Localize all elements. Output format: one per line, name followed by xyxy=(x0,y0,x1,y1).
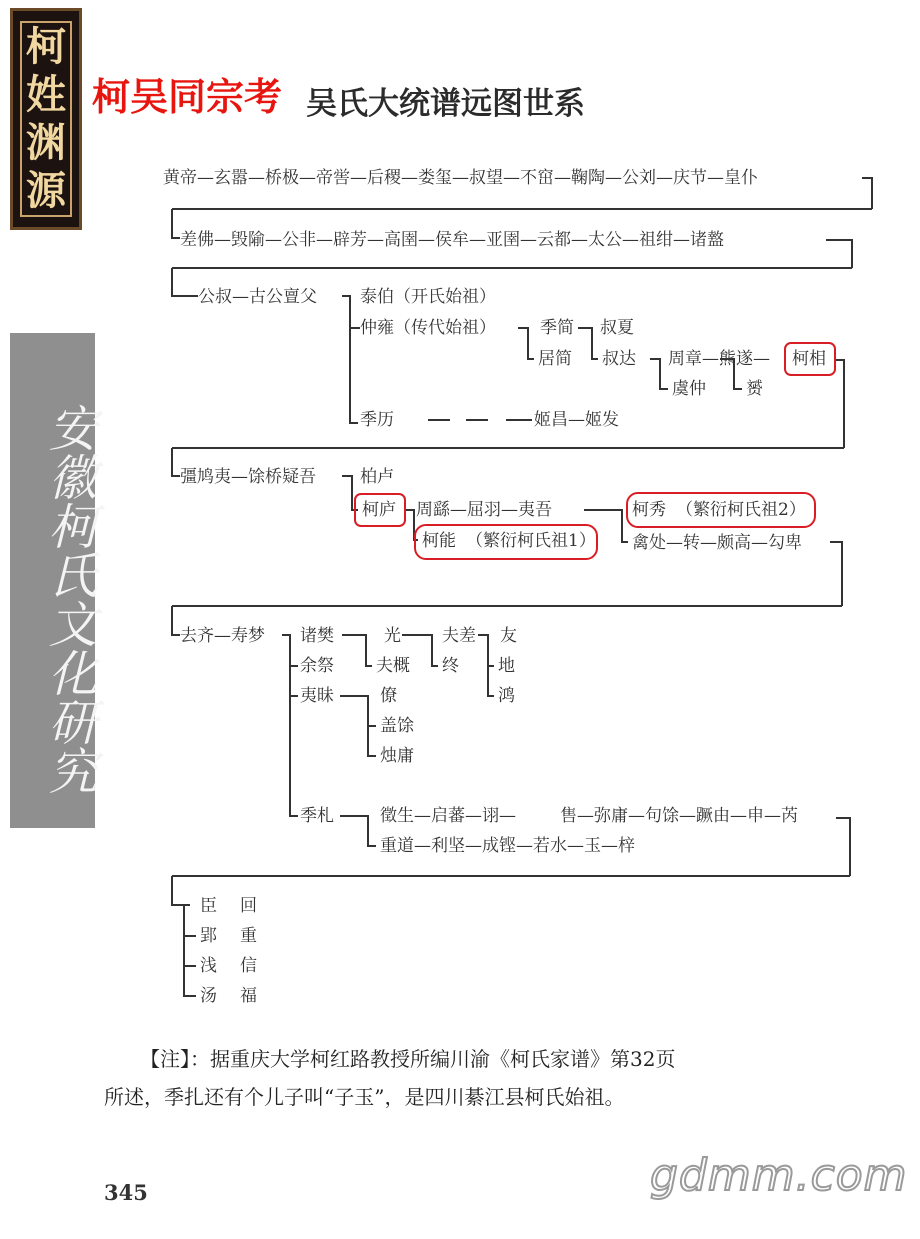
tree-node: 郢 xyxy=(200,926,217,946)
side-band-text: 安徽柯氏文化研究 xyxy=(41,403,98,795)
tree-node-ke: 柯能 xyxy=(422,531,456,551)
highlight-ring xyxy=(784,342,836,376)
tree-node: 烛庸 xyxy=(380,746,414,766)
tree-node: 居简 xyxy=(538,349,572,369)
tree-node: 姬昌—姬发 xyxy=(534,410,619,430)
tree-node: 诸樊 xyxy=(300,626,334,646)
title-red: 柯吴同宗考 xyxy=(92,75,283,119)
page-number: 345 xyxy=(104,1180,148,1205)
tree-node: 夫差 xyxy=(442,626,476,646)
tree-node: 泰伯（开氏始祖） xyxy=(360,287,496,307)
tree-node: 重道—利坚—成铿—若水—玉—梓 xyxy=(380,836,635,856)
tree-node-ke: 柯秀 xyxy=(632,500,666,520)
tree-node: 夷昧 xyxy=(300,686,334,706)
note-line-2: 所述，季扎还有个儿子叫“子玉”，是四川綦江县柯氏始祖。 xyxy=(104,1085,625,1109)
tree-node: 夫概 xyxy=(376,656,410,676)
tree-node: 季简 xyxy=(540,318,574,338)
seal-char: 姓 xyxy=(26,72,66,118)
tree-node: 余祭 xyxy=(300,656,334,676)
tree-node: 禽处—转—颇高—勾卑 xyxy=(632,533,802,553)
tree-node: 重 xyxy=(240,926,257,946)
tree-node: 臣 xyxy=(200,896,217,916)
tree-node: 季历 xyxy=(360,410,394,430)
tree-node: 友 xyxy=(500,626,517,646)
tree-node: 叔夏 xyxy=(600,318,634,338)
tree-node: 终 xyxy=(442,656,459,676)
tree-node: 盖馀 xyxy=(380,716,414,736)
tree-node: 售—弥庸—句馀—蹶由—申—芮 xyxy=(560,806,798,826)
tree-row-1: 黄帝—玄嚣—桥极—帝喾—后稷—娄玺—叔望—不窋—鞠陶—公刘—庆节—皇仆 xyxy=(163,168,758,188)
tree-node: 周章—熊遂— xyxy=(668,349,770,369)
tree-node: 季札 xyxy=(300,806,334,826)
note-line-1: 【注】：据重庆大学柯红路教授所编川渝《柯氏家谱》第32页 xyxy=(140,1047,676,1071)
tree-node: 僚 xyxy=(380,686,397,706)
seal-char: 源 xyxy=(26,168,66,214)
seal-char: 柯 xyxy=(26,24,66,70)
tree-node: 地 xyxy=(498,656,515,676)
seal-char: 渊 xyxy=(26,120,66,166)
tree-node: 仲雍（传代始祖） xyxy=(360,318,496,338)
tree-node: 公叔—古公亶父 xyxy=(198,287,317,307)
tree-row-2: 差佛—毁隃—公非—辟芳—高圉—侯牟—亚圉—云都—太公—祖绀—诸盩 xyxy=(180,230,724,250)
tree-node: 徵生—启蕃—诩— xyxy=(380,806,516,826)
tree-node: 信 xyxy=(240,956,257,976)
tree-node: 柏卢 xyxy=(360,467,394,487)
highlight-ring xyxy=(414,524,598,560)
tree-node: 虞仲 xyxy=(672,379,706,399)
tree-node-ke: 柯庐 xyxy=(362,500,396,520)
tree-node: 浅 xyxy=(200,956,217,976)
watermark: gdmm.com xyxy=(650,1150,908,1201)
tree-node-note: （繁衍柯氏祖2） xyxy=(676,500,806,520)
tree-node: 去齐—寿梦 xyxy=(180,626,265,646)
tree-node: 叔达 xyxy=(602,349,636,369)
tree-node: 汤 xyxy=(200,986,217,1006)
tree-node: 周繇—屈羽—夷吾 xyxy=(416,500,552,520)
tree-node-note: （繁衍柯氏祖1） xyxy=(466,531,596,551)
tree-node: 光 xyxy=(384,626,401,646)
tree-node-ke: 柯相 xyxy=(792,349,826,369)
tree-node: 回 xyxy=(240,896,257,916)
highlight-ring xyxy=(626,492,816,528)
highlight-ring xyxy=(354,493,406,527)
tree-node: 彊鸠夷—馀桥疑吾 xyxy=(180,467,316,487)
title-black: 吴氏大统谱远图世系 xyxy=(306,86,585,122)
tree-node: 赟 xyxy=(746,379,763,399)
tree-node: 福 xyxy=(240,986,257,1006)
tree-node: 鸿 xyxy=(498,686,515,706)
